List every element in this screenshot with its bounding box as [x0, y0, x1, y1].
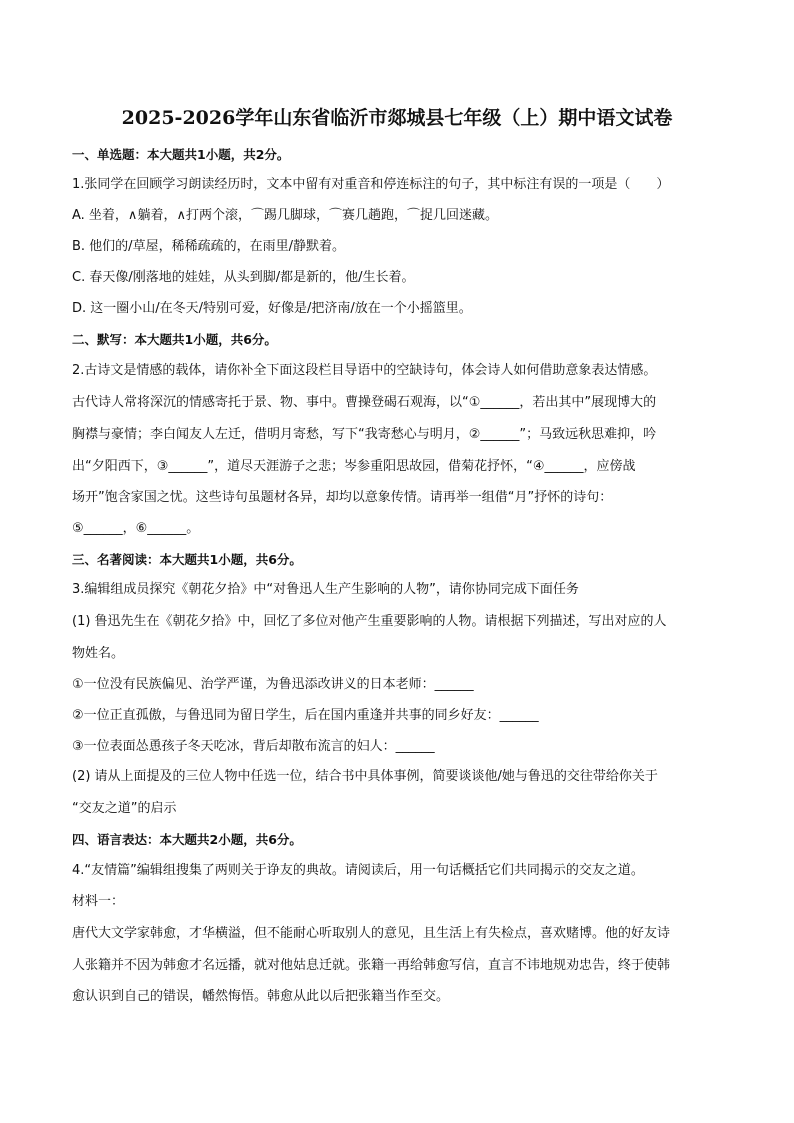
question-2-line: 胸襟与豪情；李白闻友人左迁，借明月寄愁，写下“我寄愁心与明月，②______”；马致远秋思难抑，吟	[72, 427, 657, 442]
question-3-line: (2) 请从上面提及的三位人物中任选一位，结合书中具体事例，简要谈谈他/她与鲁迅的交往带给你关于	[72, 769, 658, 784]
question-4-line: 4.“友情篇”编辑组搜集了两则关于诤友的典故。请阅读后，用一句话概括它们共同揭示的交友之道。	[72, 863, 644, 878]
question-2-line: 2.古诗文是情感的载体，请你补全下面这段栏目导语中的空缺诗句，体会诗人如何借助意象表达情感。	[72, 363, 657, 378]
question-2-line: 场开”饱含家国之忧。这些诗句虽题材各异，却均以意象传情。请再举一组借“月”抒怀的诗句：	[72, 490, 613, 505]
question-3-line: ①一位没有民族偏见、治学严谨，为鲁迅添改讲义的日本老师：______	[72, 677, 474, 692]
section-heading-3: 三、名著阅读：本大题共1小题，共6分。	[72, 552, 302, 567]
question-2-line: 出“夕阳西下，③______”，道尽天涯游子之悲；岑参重阳思故园，借菊花抒怀，“④______，应傍战	[72, 459, 636, 474]
question-3-line: ③一位表面怂恿孩子冬天吃冰，背后却散布流言的妇人：______	[72, 739, 435, 754]
question-2-line: ⑤______，⑥______。	[72, 521, 200, 536]
question-3-line: 物姓名。	[72, 646, 125, 661]
question-3-line: ②一位正直孤傲，与鲁迅同为留日学生，后在国内重逢并共事的同乡好友：______	[72, 708, 539, 723]
question-4-line: 愈认识到自己的错误，幡然悔悟。韩愈从此以后把张籍当作至交。	[72, 989, 450, 1004]
question-2-line: 古代诗人常将深沉的情感寄托于景、物、事中。曹操登碣石观海，以“①______，若出其中”展现博大的	[72, 395, 657, 410]
question-3-line: (1) 鲁迅先生在《朝花夕拾》中，回忆了多位对他产生重要影响的人物。请根据下列描述，写出对应的人	[72, 614, 667, 629]
question-3-line: 3.编辑组成员探究《朝花夕拾》中“对鲁迅人生产生影响的人物”，请你协同完成下面任务	[72, 582, 579, 597]
question-4-line: 人张籍并不因为韩愈才名远播，就对他姑息迁就。张籍一再给韩愈写信，直言不讳地规劝忠告，终于使韩	[72, 958, 671, 973]
section-heading-4: 四、语言表达：本大题共2小题，共6分。	[72, 832, 302, 847]
question-4-line: 唐代大文学家韩愈，才华横溢，但不能耐心听取别人的意见，且生活上有失检点，喜欢赌博。他的好友诗	[72, 926, 671, 941]
question-1-stem: 1.张同学在回顾学习朗读经历时，文本中留有对重音和停连标注的句子，其中标注有误的一项是（ ）	[72, 177, 670, 192]
question-1-option-b: B. 他们的/草屋，稀稀疏疏的，在雨里/静默着。	[72, 239, 345, 254]
question-1-option-d: D. 这一圈小山/在冬天/特别可爱，好像是/把济南/放在一个小摇篮里。	[72, 301, 472, 316]
page-title: 2025-2026学年山东省临沂市郯城县七年级（上）期中语文试卷	[121, 107, 673, 129]
question-1-option-a: A. 坐着，∧躺着，∧打两个滚，⌒踢几脚球，⌒赛几趟跑，⌒捉几回迷藏。	[72, 208, 498, 223]
question-4-material-label: 材料一：	[72, 894, 125, 909]
section-heading-1: 一、单选题：本大题共1小题，共2分。	[72, 147, 290, 162]
section-heading-2: 二、默写：本大题共1小题，共6分。	[72, 332, 277, 347]
question-1-option-c: C. 春天像/刚落地的娃娃，从头到脚/都是新的，他/生长着。	[72, 270, 415, 285]
question-3-line: “交友之道”的启示	[72, 801, 177, 816]
